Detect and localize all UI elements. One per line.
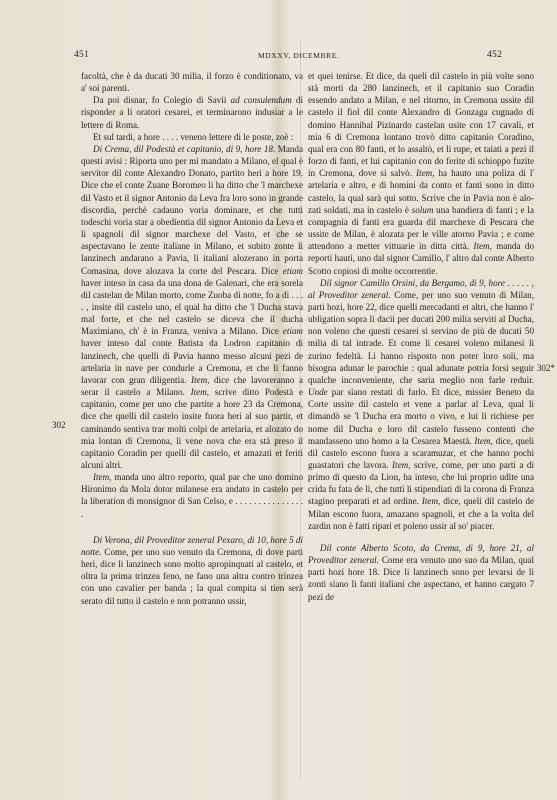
- letter-entry: Dil conte Alberto Scoto, da Crema, di 9, hore 21, al Proveditor zeneral. Come era venuto uno suo da Milan, qual parti hozi hore 18. Dice li lanzinech sono per levarsi de li zonti siano li fanti italiani che aspectano, et hanno cargato 7 pezi de: [308, 542, 534, 602]
- right-text-column: [308, 70, 534, 603]
- letter-heading: Dil conte Alberto Scoto, da Crema, di 9, hore 21, al Proveditor zeneral.: [308, 542, 534, 566]
- letter-heading: Dil signor Camillo Orsini, da Bergamo, di 9, hore . . . . . , al Proveditor zeneral.: [308, 277, 534, 300]
- paragraph: facoltà, che è da ducati 30 milia, il forzo è conditionato, va a' soi parenti.: [81, 71, 303, 94]
- letter-heading: Di Verona, dil Proveditor zeneral Pexaro, di 10, hore 5 di notte.: [81, 534, 303, 557]
- paragraph: Et sul tardi, a hore . . . . veneno lettere di le poste, zoè :: [93, 131, 294, 142]
- left-page-number: 451: [74, 50, 90, 60]
- running-title: MDXXV, DICEMBRE.: [258, 51, 340, 60]
- letter-heading: Di Crema, dil Podestà et capitanio, di 9, hore 18.: [93, 143, 276, 154]
- left-margin-number: 302: [52, 420, 66, 430]
- paragraph: Da poi disnar, fo Colegio di Savii ad consulendum di risponder a li oratori cesarei, et terminarono indusiar a le lettere di Roma.: [81, 95, 303, 130]
- letter-entry: Di Crema, dil Podestà et capitanio, di 9, hore 18. Manda questi avisi : Riporta uno per mi mandato a Milano, el qual è servitor dil conte Alexandro Donato, partito heri a hore 19. Dice che el conte Zuane Boromeo li ha ditto che 'l marchexe dil Vasto et il signor Antonio da Leva fra loro sono in grande discordia, perchè cadauno voria dominare, et che tutti todeschi voria star a obedientia dil signor Antonio da Leva et li spagnoli dil signor marchexe del Vasto, et che se aspectavano le zente italiane in Milano, et subito zonte li lanzinech andarano a Pavia, li italiani alozerano in porta Comasina, dove alozava la corte del Pescara. Dice etiam haver inteso in casa da una dona de Galenari, che era sorela dil castelan de Milan morto, come Zuoba di notte, fo a dì . . . . , insite dil castelo uno, el qual ha ditto che 'l Ducha stava mal forte, et che nel castelo se diceva che il ducha Maximiano, ch' è in Franza, veniva a Milano. Dice etiam haver inteso dal conte Batista da Lodron capitanio di lanzinech, che quelli di Pavia hanno messo alcuni pezi de artelaria in nave per condurle a Cremona, et che li fanno lavorar con gran diligentia. Item, dice che lavoreranno a serar il castelo a Milano. Item, scrive ditto Podestà e capitanio, come per uno che partite a hore 23 da Cremona, dice che quelli dil castelo insite fuora heri al suo partir, et caminando sentiva trar molti colpi de artelaria, et alozato do mia lontan di Cremona, li vene nova che era stà preso il capitanio Coradin per quelli dil castelo, et amazati et feriti alcuni altri.: [81, 143, 303, 470]
- letter-entry: Dil signor Camillo Orsini, da Bergamo, di 9, hore . . . . . , al Proveditor zeneral. Come, per uno suo venuto di Milan, parti hozi, hore 22, dice quelli mercadanti et altri, che hanno l' ubligation sopra li dacii per ducati 200 milia serviti al Ducha, non voleno che questi cesarei si servino de più de ducati 50 milia di tal intrade. Et come li cesarei voleno milanesi li zurino fedeltà. Li hanno risposto non poter loro soli, ma bisogna adunar le parochie : qual adunate potria forsi seguir qualche inconveniente, che saria meglio non farle reduir. Unde par siano restati di farlo. Et dice, missier Beneto da Corte ussite dil castelo et vene a parlar al Leva, qual li dimandò se 'l Ducha era morto o vivo, e lui li richiese per nome dil Ducha e loro dil castelo fusseno contenti che mandasseno uno homo a la Cesarea Maestà. Item, dice, queli dil castelo escono fuora a scaramuzar, et che hanno pochi guastatori che lavora. Item, scrive, come, per uno parti a dì primo di questo da Lion, ha inteso, che lui proprio udite una crida fu fata de lì, che tutti li stipendiati di la corona di Franza stagino preparati et ad ordine. Item, dice, queli dil castelo de Milan escono fuora, amazano spagnoli, et che a la volta del zardin non è fatti ripari et poleno ussir al so' piacer.: [308, 277, 534, 531]
- letter-entry: Di Verona, dil Proveditor zeneral Pexaro, di 10, hore 5 di notte. Come, per uno suo venuto da Cremona, di dove parti heri, dice li lanzinech sono molto apropinquati al castelo, et oltra la prima trinzea feno, ne fano una altra contro trinzea con uno cavalier per banda ; la qual compita si tien serà serato dil tutto il castelo e non potranno ussir,: [81, 534, 303, 606]
- paragraph: et quei tenirse. Et dice, da queli dil castelo in più volte sono stà morti da 280 lanzinech, et il capitanio suo Coradin essendo andato a Milan, e nel ritorno, in Cremona ussite dil castelo il fiol dil conte Alexandro di Gonzaga cugnado di domino Hannibal Pizinardo castelan usite con 17 cavali, et mia 6 di Cremona lontano trovò ditto capitanio Coradino, qual era con 80 fanti, et lo assaltò, et li rupe, et taiati a pezi il forzo di fanti, et lui capitanio con do ferite di schioppo fuzite in Cremona, dove si salvò. Item, ha hauto una poliza di l' artelaria e altro, e di homini da conto et fanti sono in ditto castelo, la qual sarà qui sotto. Scrive che in Pavia non è alozati soldati, ma in castelo è solum una bandiera di fanti ; e la compagnia di fanti era guarda dil marchexe di Pescara che ussite de Milan, è alozata per le ville atorno Pavia ; e come attendono a metter vittuarie in ditta città. Item, manda do reporti hauti, uno dal signor Camillo, l' altro dal conte Alberto Scotto copiosi di molte occorrentie.: [308, 71, 535, 276]
- right-page-number: 452: [487, 50, 503, 60]
- right-margin-number: 302*: [537, 363, 555, 373]
- paragraph: Item, manda uno altro reporto, qual par che uno domino Hironimo da Mola dotor milanese era andato in castelo per la liberation di monsignor di San Celso, e . . . . . . . . . . . . . . . .: [81, 472, 303, 519]
- left-text-column: [81, 70, 303, 607]
